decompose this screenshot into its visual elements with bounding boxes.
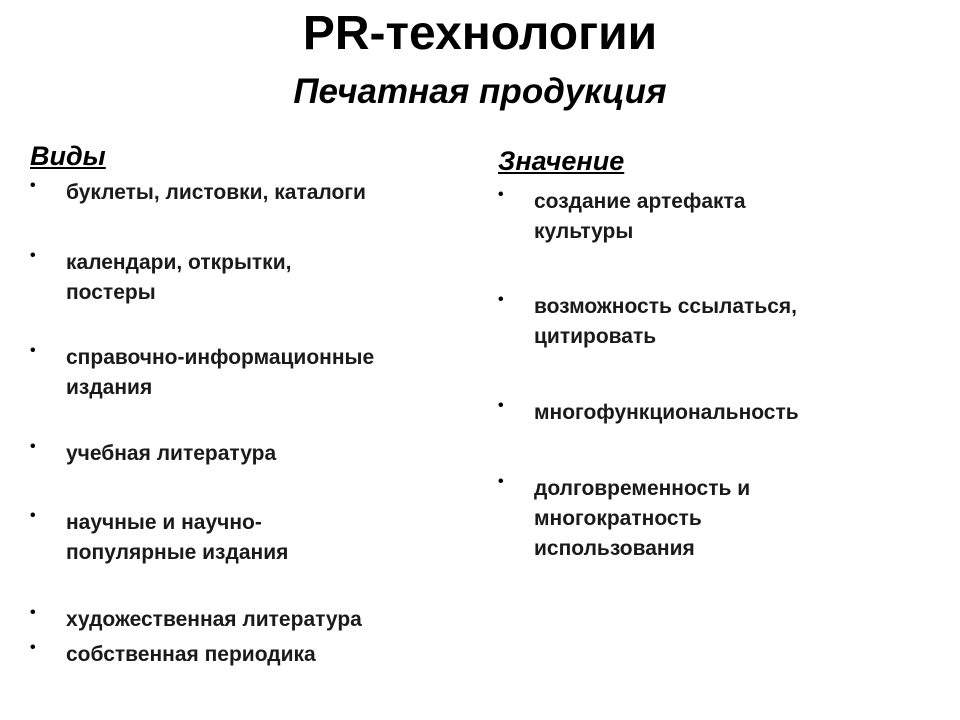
list-item-text [66, 605, 460, 635]
list-item-line: использования [534, 537, 695, 560]
bullet-dot-icon: • [30, 342, 36, 359]
bullet-dot-icon: • [30, 247, 36, 264]
list-item-line: постеры [66, 281, 156, 304]
bullet-dot-icon: • [30, 639, 36, 656]
list-item-line: популярные издания [66, 541, 289, 564]
slide-title: PR-технологии [302, 7, 658, 60]
slide-subtitle: Печатная продукция [293, 72, 667, 111]
bullet-dot-icon: • [30, 604, 36, 621]
list-item-line: многократность [534, 507, 702, 530]
list-item-line: издания [66, 376, 153, 399]
list-item-line: справочно-информационные [66, 346, 375, 369]
bullet-dot-icon: • [498, 291, 504, 308]
bullet-dot-icon: • [498, 397, 504, 414]
list-item-line: научные и научно- [66, 511, 262, 534]
list-item-text [534, 292, 928, 352]
list-item-line: создание артефакта [534, 190, 746, 213]
list-item-text [66, 508, 460, 568]
bullet-dot-icon: • [30, 177, 36, 194]
list-item-line: многофункциональность [534, 401, 799, 424]
bullet-dot-icon: • [498, 473, 504, 490]
right-column-heading: Значение [498, 146, 625, 176]
list-item-text [66, 640, 460, 670]
list-item-line: учебная литература [66, 442, 277, 465]
list-item-text [66, 248, 460, 308]
list-item-line: долговременность и [534, 477, 751, 500]
list-item-text [66, 178, 460, 208]
list-item-line: возможность ссылаться, [534, 295, 798, 318]
list-item-text [66, 343, 460, 403]
list-item-text [66, 439, 460, 469]
list-item-text [534, 187, 928, 247]
bullet-dot-icon: • [498, 186, 504, 203]
bullet-dot-icon: • [30, 507, 36, 524]
bullet-dot-icon: • [30, 438, 36, 455]
list-item-line: культуры [534, 220, 634, 243]
list-item-line: календари, открытки, [66, 251, 292, 274]
list-item-line: цитировать [534, 325, 657, 348]
list-item-text [534, 474, 928, 564]
list-item-line: собственная периодика [66, 643, 316, 666]
list-item-line: художественная литература [66, 608, 362, 631]
list-item-line: буклеты, листовки, каталоги [66, 181, 366, 204]
list-item-text [534, 398, 928, 428]
left-column-heading: Виды [30, 141, 106, 171]
